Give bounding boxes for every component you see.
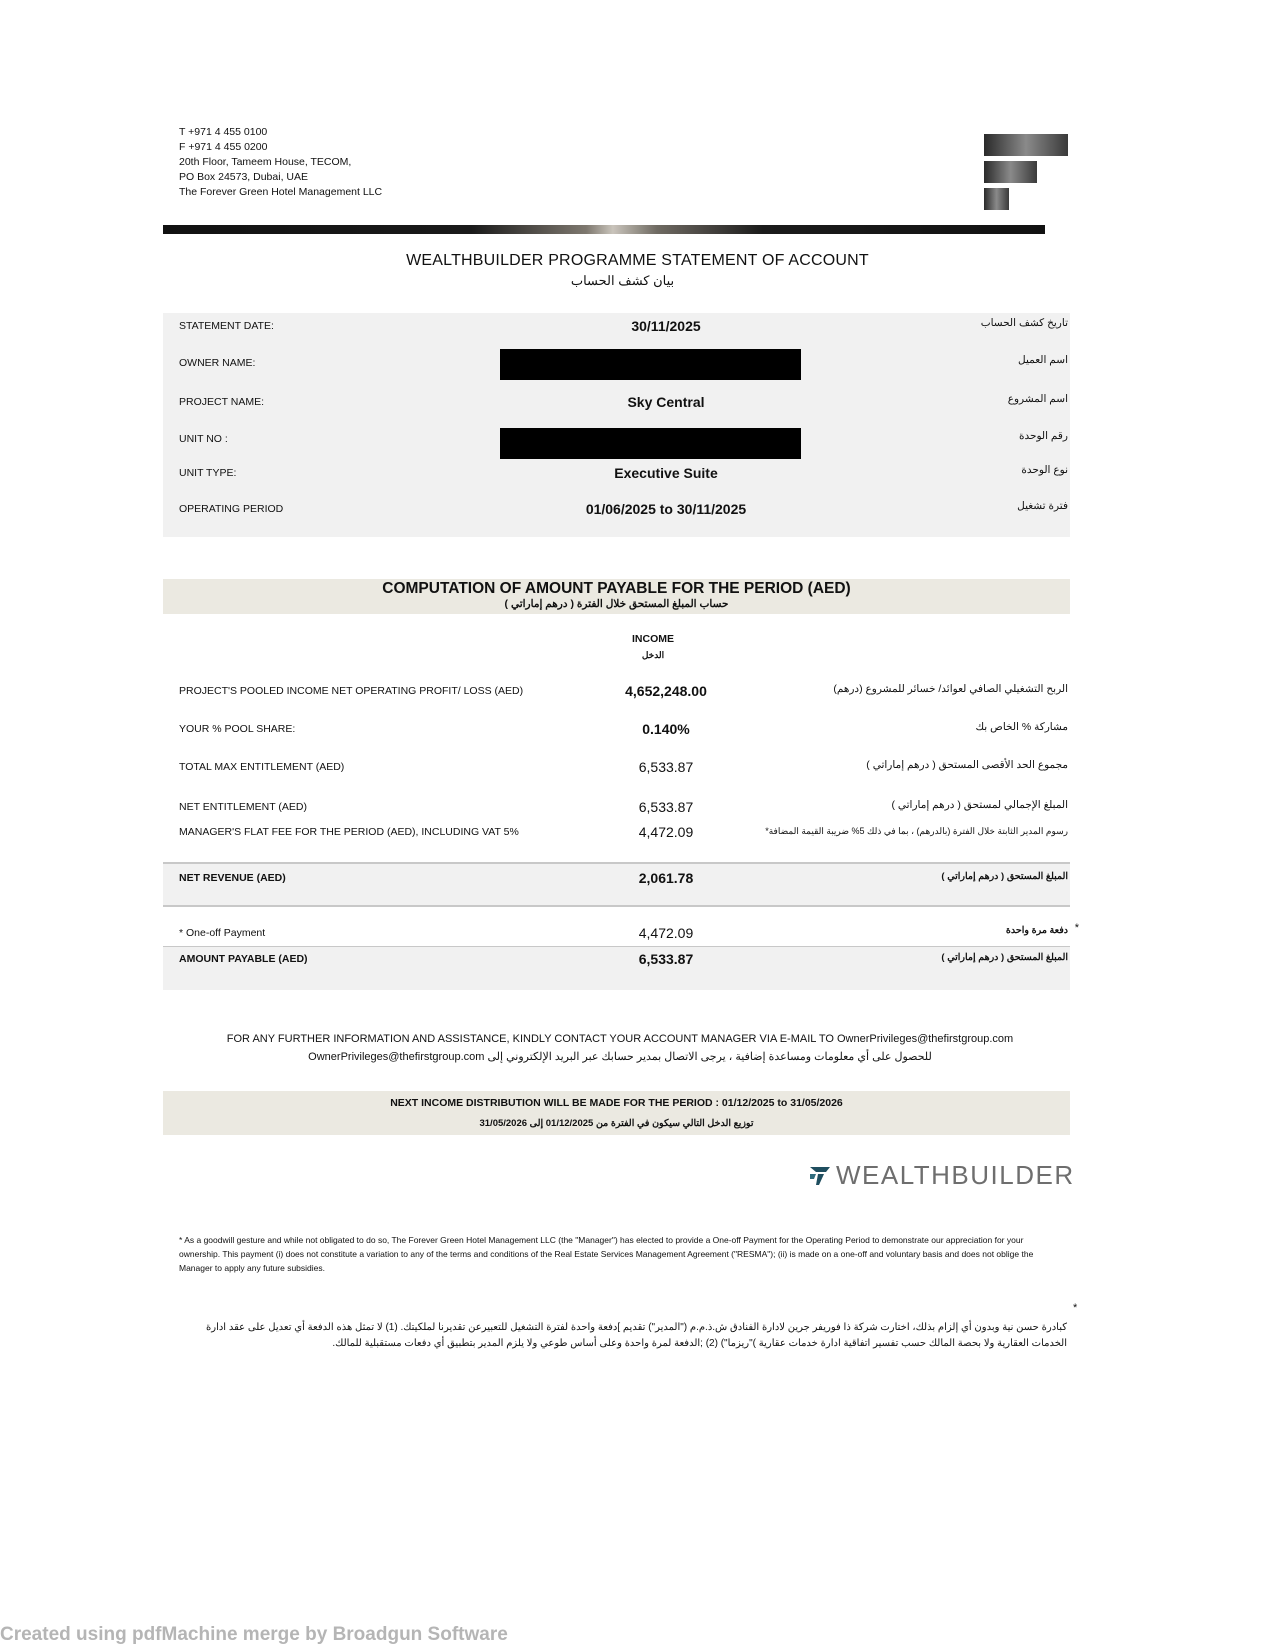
operating-period-row xyxy=(163,499,1070,523)
address-line: 20th Floor, Tameem House, TECOM, xyxy=(179,156,352,168)
total-max-entitlement-value: 6,533.87 xyxy=(638,759,694,775)
total-max-entitlement-label: TOTAL MAX ENTITLEMENT (AED) xyxy=(179,761,345,773)
operating-period-value: 01/06/2025 to 30/11/2025 xyxy=(585,501,747,517)
statement-date-label-arabic: تاريخ كشف الحساب xyxy=(980,317,1068,329)
next-distribution-text: NEXT INCOME DISTRIBUTION WILL BE MADE FOR THE PERIOD : 01/12/2025 to 31/05/2026 xyxy=(390,1097,843,1109)
manager-fee-label-arabic: رسوم المدير الثابتة خلال الفترة (بالدرهم) ، بما في ذلك 5% ضريبة القيمة المضافة* xyxy=(765,826,1068,836)
next-distribution-banner xyxy=(163,1091,1070,1135)
unit-no-redacted xyxy=(500,428,801,459)
manager-fee-row xyxy=(163,822,1070,844)
net-revenue-label-arabic: المبلغ المستحق ( درهم إماراتي ) xyxy=(941,871,1068,882)
unit-no-label: UNIT NO : xyxy=(179,433,228,445)
unit-no-row xyxy=(163,429,1070,453)
project-name-value: Sky Central xyxy=(627,394,705,410)
pooled-income-label-arabic: الربح التشغيلي الصافي لعوائد/ خسائر للمشروع (درهم) xyxy=(833,683,1068,695)
computation-title: COMPUTATION OF AMOUNT PAYABLE FOR THE PERIOD (AED) xyxy=(382,580,851,597)
one-off-payment-label-arabic: دفعة مرة واحدة xyxy=(1005,925,1068,936)
owner-name-label-arabic: اسم العميل xyxy=(1018,354,1068,366)
computation-header xyxy=(163,579,1070,614)
unit-type-row xyxy=(163,463,1070,487)
wealthbuilder-wordmark: WEALTHBUILDER xyxy=(836,1160,1075,1190)
one-off-payment-value: 4,472.09 xyxy=(638,925,694,941)
total-max-entitlement-label-arabic: مجموع الحد الأقصى المستحق ( درهم إماراتي ) xyxy=(866,759,1068,771)
next-distribution-text-arabic: توزيع الدخل التالي سيكون في الفترة من 01/12/2025 إلى 31/05/2026 xyxy=(479,1118,754,1129)
unit-type-value: Executive Suite xyxy=(614,465,718,481)
statement-title-arabic: بيان كشف الحساب xyxy=(570,273,675,288)
owner-name-row xyxy=(163,353,1070,377)
pool-share-label: YOUR % POOL SHARE: xyxy=(179,723,296,735)
net-entitlement-row xyxy=(163,797,1070,819)
unit-type-label: UNIT TYPE: xyxy=(179,467,237,479)
statement-title: WEALTHBUILDER PROGRAMME STATEMENT OF ACCOUNT xyxy=(406,252,869,269)
pool-share-label-arabic: مشاركة % الخاص بك xyxy=(975,721,1068,733)
owner-name-redacted xyxy=(500,349,801,380)
footnote-marker-arabic: * xyxy=(1073,1302,1078,1314)
project-name-label: PROJECT NAME: xyxy=(179,396,264,408)
net-revenue-row xyxy=(163,864,1070,905)
amount-payable-value: 6,533.87 xyxy=(638,951,694,967)
computation-title-arabic: حساب المبلغ المستحق خلال الفترة ( درهم إماراتي ) xyxy=(504,598,729,610)
income-column-header-arabic: الدخل xyxy=(641,650,665,660)
one-off-payment-row xyxy=(163,922,1079,945)
operating-period-label: OPERATING PERIOD xyxy=(179,503,284,515)
net-revenue-label: NET REVENUE (AED) xyxy=(179,872,286,884)
one-off-payment-label: * One-off Payment xyxy=(179,927,266,939)
one-off-footnote-marker: * xyxy=(1074,922,1079,934)
footnote-arabic: كبادرة حسن نية وبدون أي إلزام بذلك، اختارت شركة ذا فوريفر جرين لادارة الفنادق ش.ذ.م.م ("المدير") تقديم ]دفعة واحدة لفترة التشغيل للتعبيرعن تقديرنا لملكيتك. (1) لا تمثل هذه الدفعة أي تعديل على عقد ادارة الخدمات العقارية ولا بحصة المالك حسب تفسير اتفاقية ادارة خدمات عقارية )"ريزما") (2) ;الدفعة لمرة واحدة وعلى أساس طوعي ولا يلزم المدير بتطبيق أي دفعات مستقبلية للمالك. xyxy=(206,1322,1067,1349)
wealthbuilder-mark-icon xyxy=(808,1165,830,1187)
header-divider xyxy=(163,225,1045,234)
net-entitlement-value: 6,533.87 xyxy=(638,799,694,815)
pooled-income-row xyxy=(163,681,1070,703)
amount-payable-label-arabic: المبلغ المستحق ( درهم إماراتي ) xyxy=(941,952,1068,963)
income-column-header: INCOME xyxy=(632,633,674,645)
statement-date-row xyxy=(163,316,1070,340)
operating-period-label-arabic: فترة تشغيل xyxy=(1017,500,1068,512)
statement-date-value: 30/11/2025 xyxy=(631,318,701,334)
pooled-income-label: PROJECT'S POOLED INCOME NET OPERATING PROFIT/ LOSS (AED) xyxy=(179,685,524,697)
manager-fee-label: MANAGER'S FLAT FEE FOR THE PERIOD (AED), INCLUDING VAT 5% xyxy=(179,826,519,838)
company-name-line: The Forever Green Hotel Management LLC xyxy=(179,186,383,198)
pdfmachine-watermark: Created using pdfMachine merge by Broadgun Software xyxy=(0,1624,508,1645)
phone-line: T +971 4 455 0100 xyxy=(179,126,268,138)
stepped-bars-logo-icon xyxy=(984,134,1068,210)
project-name-row xyxy=(163,392,1070,416)
fax-line: F +971 4 455 0200 xyxy=(179,141,268,153)
net-entitlement-label: NET ENTITLEMENT (AED) xyxy=(179,801,307,813)
amount-payable-row xyxy=(163,947,1070,990)
unit-no-label-arabic: رقم الوحدة xyxy=(1018,430,1068,442)
total-max-entitlement-row xyxy=(163,757,1070,779)
net-revenue-value: 2,061.78 xyxy=(638,870,694,886)
po-box-line: PO Box 24573, Dubai, UAE xyxy=(179,171,308,183)
project-name-label-arabic: اسم المشروع xyxy=(1007,393,1068,405)
manager-fee-value: 4,472.09 xyxy=(638,824,694,840)
owner-name-label: OWNER NAME: xyxy=(179,357,256,369)
contact-info-arabic: للحصول على أي معلومات ومساعدة إضافية ، يرجى الاتصال بمدير حسابك عبر البريد الإلكتروني إلى OwnerPrivileges@thefirstgroup.com xyxy=(308,1051,932,1063)
pool-share-row xyxy=(163,719,1070,741)
net-revenue-bottom-rule xyxy=(163,905,1070,907)
net-entitlement-label-arabic: المبلغ الإجمالي لمستحق ( درهم إماراتي ) xyxy=(891,799,1068,811)
footnote-english: * As a goodwill gesture and while not obligated to do so, The Forever Green Hotel Management LLC (the "Manager") has elected to provide a One-off Payment for the Operating Period to demonstrate our appreciation for your ownership. This payment (i) does not constitute a variation to any of the terms and conditions of the Real Estate Services Management Agreement ("RESMA"); (ii) is made on a one-off and voluntary basis and does not oblige the Manager to apply any future subsidies. xyxy=(179,1235,1034,1273)
statement-date-label: STATEMENT DATE: xyxy=(179,320,274,332)
company-address xyxy=(179,125,382,200)
pooled-income-value: 4,652,248.00 xyxy=(625,683,707,699)
pool-share-value: 0.140% xyxy=(642,721,690,737)
amount-payable-label: AMOUNT PAYABLE (AED) xyxy=(179,953,308,965)
contact-info: FOR ANY FURTHER INFORMATION AND ASSISTANCE, KINDLY CONTACT YOUR ACCOUNT MANAGER VIA E-MAIL TO OwnerPrivileges@thefirstgroup.com xyxy=(226,1033,1014,1045)
unit-type-label-arabic: نوع الوحدة xyxy=(1021,464,1068,476)
